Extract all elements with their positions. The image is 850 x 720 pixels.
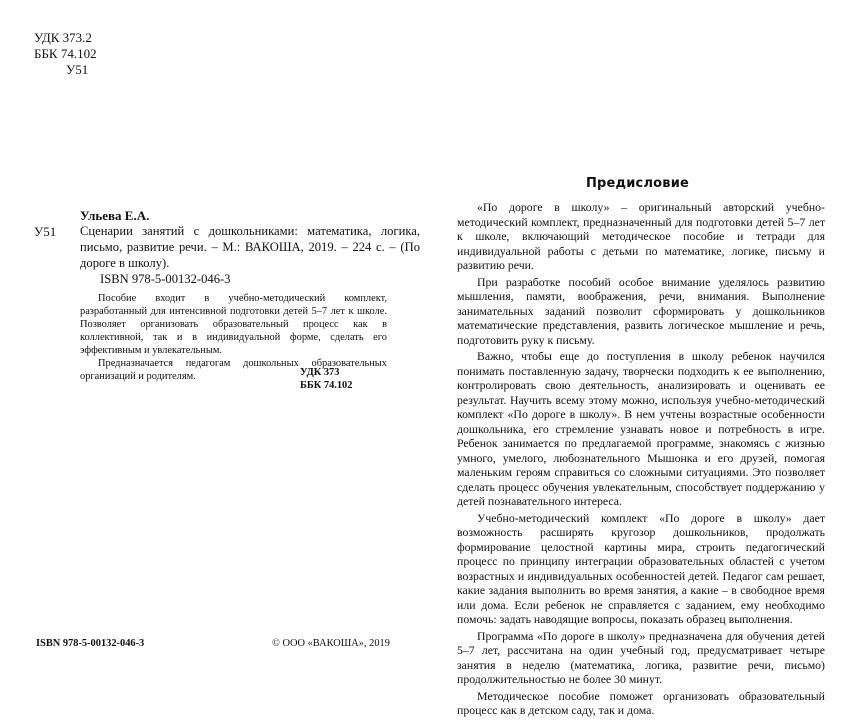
author-mark-entry: У51 xyxy=(34,224,57,239)
udc-code-bottom: УДК 373 xyxy=(300,367,340,378)
bbk-code-bottom: ББК 74.102 xyxy=(300,380,353,391)
annotation-paragraph: Пособие входит в учебно-методический комплект, разработанный для интенсивной подготовки детей 5–7 лет к школе. Позволяет организовать образовательный процесс как в коллективной, так и в индивидуальной форме, сделать его эффективным и увлекательным. xyxy=(80,293,387,356)
bbk-code: ББК 74.102 xyxy=(34,46,97,61)
isbn-entry: ISBN 978-5-00132-046-3 xyxy=(100,272,231,286)
left-page xyxy=(0,0,425,680)
preface-paragraph: Программа «По дороге в школу» предназначена для обучения детей 5–7 лет, рассчитана на один учебный год, предусматривает четыре занятия в неделю (математика, логика, развитие речи, письмо) продолжительностью не более 30 минут. xyxy=(457,628,825,686)
preface-paragraph: Методическое пособие поможет организовать образовательный процесс как в детском саду, так и дома. xyxy=(457,688,825,717)
udc-classification-bottom xyxy=(300,366,387,392)
author-name: Ульева Е.А. xyxy=(80,208,150,223)
preface-paragraph: При разработке пособий особое внимание уделялось развитию мышления, памяти, воображения, речи, внимания. Выполнение занимательных заданий позволит сформировать у дошкольников математические представления, развить логическое мышление и речь, подготовить руку к письму. xyxy=(457,274,825,347)
preface-body xyxy=(457,200,825,720)
author-mark: У51 xyxy=(66,62,89,77)
udc-code: УДК 373.2 xyxy=(34,30,92,45)
udc-classification-top xyxy=(34,30,97,78)
preface-title: Предисловие xyxy=(585,176,690,191)
preface-paragraph: Учебно-методический комплект «По дороге в школу» дает возможность расширять кругозор дошкольников, продолжать формирование целостной картины мира, строить педагогический процесс по принципу интеграции образовательных областей с учетом возрастных и индивидуальных особенностей детей. Педагог сам решает, какие задания выполнить во время занятия, а какие – в свободное время или дома. Если ребенок не справляется с заданием, ему необходимо помочь: задать наводящие вопросы, показать образец выполнения. xyxy=(457,510,825,626)
bibliographic-description: Сценарии занятий с дошкольниками: математика, логика, письмо, развитие речи. – М.: ВАКОША, 2019. – 224 с. – (По дороге в школу). xyxy=(80,224,420,270)
preface-paragraph: Важно, чтобы еще до поступления в школу ребенок научился понимать поставленную задачу, творчески подходить к ее выполнению, контролировать свою деятельность, анализировать и оценивать ее результат. Научить всему этому можно, используя учебно-методический комплект «По дороге в школу». В нем учтены возрастные особенности дошкольника, его стремление узнавать новое и потребность в игре. Ребенок занимается по предлагаемой программе, знакомясь с жизнью умного, умелого, любознательного Мышонка и его друзей, помогая маленьким героям справиться со сложными ситуациями. Это позволяет сделать процесс обучения увлекательным, способствует поддержанию у детей познавательного интереса. xyxy=(457,349,825,508)
footer-copyright: © ООО «ВАКОША», 2019 xyxy=(272,638,390,649)
annotation-paragraph: Предназначается педагогам дошкольных образовательных организаций и родителям. xyxy=(80,358,387,382)
right-page xyxy=(425,0,850,717)
footer-isbn: ISBN 978-5-00132-046-3 xyxy=(36,638,145,649)
preface-paragraph: «По дороге в школу» – оригинальный авторский учебно-методический комплект, предназначенный для подготовки детей 5–7 лет к школе, включающий методическое пособие и тетради для индивидуальной работы с детьми по математике, логике, письму и развитию речи. xyxy=(457,200,825,272)
